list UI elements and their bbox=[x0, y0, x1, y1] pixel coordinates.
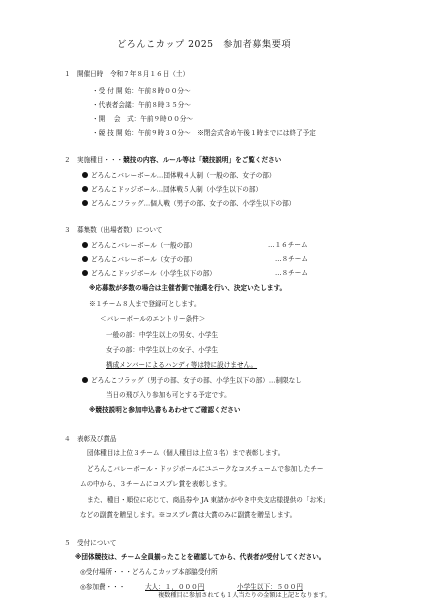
event-dodgeball-text: どろんこドッジボール…団体戦５人制（小学生以下の部） bbox=[91, 185, 263, 194]
flag-quota-text: どろんこフラッグ（男子の部、女子の部、小学生以下の部）…制限なし bbox=[91, 376, 302, 385]
team-quota-name: どろんこバレーボール（女子の部） bbox=[91, 255, 197, 264]
fee-note: 複数種目に参加されても１人当たりの金額は上記となります。 bbox=[158, 592, 331, 599]
bullet-icon bbox=[82, 186, 88, 192]
team-quota-name: どろんこバレーボール（一般の部） bbox=[91, 241, 197, 250]
event-flag bbox=[82, 200, 295, 207]
entry-conditions-title: ＜バレーボールのエントリー条件＞ bbox=[100, 315, 206, 323]
schedule-competition-start: ・競 技 開 始：午前９時３０分～ ※閉会式含め午後１時までには終了予定 bbox=[92, 129, 316, 137]
team-size-note: ※１チーム８人まで登録可とします。 bbox=[89, 300, 201, 308]
awards-line: どろんこバレーボール・ドッジボールにユニークなコスチュームで参加したチー bbox=[87, 465, 324, 473]
section-2-heading bbox=[77, 157, 281, 164]
confirm-documents-notice: ※競技説明と参加申込書もあわせてご確認ください bbox=[89, 406, 241, 414]
schedule-leaders-meeting: ・代表者会議：午前８時３５分～ bbox=[92, 101, 191, 109]
section-5-heading: 受付について bbox=[77, 539, 117, 547]
team-quota-volleyball-women bbox=[82, 256, 196, 263]
event-volleyball bbox=[82, 172, 276, 179]
team-quota-dodgeball bbox=[82, 270, 216, 277]
section-5-number: ５ bbox=[64, 539, 71, 547]
entry-condition-general: 一般の部：中学生以上の男女、小学生 bbox=[106, 331, 219, 339]
section-4-heading: 表彰及び賞品 bbox=[77, 435, 117, 443]
fee-adult: 大人：１，０００円 bbox=[145, 583, 205, 591]
section-2-number: ２ bbox=[64, 156, 71, 164]
awards-line: 団体種目は上位３チーム（個人種目は上位３名）まで表彰します。 bbox=[87, 449, 285, 457]
schedule-reception: ・受 付 開 始：午前８時００分～ bbox=[92, 87, 191, 95]
schedule-opening-ceremony: ・開 会 式：午前９時００分～ bbox=[92, 115, 194, 123]
bullet-icon bbox=[82, 172, 88, 178]
team-quota-count: …８チーム bbox=[275, 269, 308, 277]
section-4-number: ４ bbox=[64, 435, 71, 443]
section-2-rules-notice: 競技の内容、ルール等は「競技説明」をご覧ください bbox=[123, 156, 282, 164]
flag-walk-in-note: 当日の飛び入り参加も可とする予定です。 bbox=[106, 391, 231, 399]
fee-label: ◎参加費・・・ bbox=[80, 583, 126, 591]
event-volleyball-text: どろんこバレーボール…団体戦４人制（一般の部、女子の部） bbox=[91, 171, 276, 180]
reception-place: ◎受付場所・・・どろんこカップ本部脇受付所 bbox=[80, 568, 218, 576]
team-quota-volleyball-general bbox=[82, 242, 196, 249]
event-dodgeball bbox=[82, 186, 262, 193]
bullet-icon bbox=[82, 200, 88, 206]
section-2-label: 実施種目・・・ bbox=[77, 156, 124, 164]
section-3-heading: 募集数（出場者数）について bbox=[77, 226, 163, 234]
section-3-number: ３ bbox=[64, 226, 71, 234]
page-title: どろんこカップ 2025 参加者募集要項 bbox=[117, 39, 292, 50]
team-quota-name: どろんこドッジボール（小学生以下の部） bbox=[91, 269, 216, 278]
bullet-icon bbox=[82, 270, 88, 276]
section-1-heading: 開催日時 令和７年８月１６日（土） bbox=[77, 70, 190, 78]
fee-child: 小学生以下：５００円 bbox=[237, 583, 303, 591]
event-flag-text: どろんこフラッグ…個人戦（男子の部、女子の部、小学生以下の部） bbox=[91, 199, 296, 208]
entry-condition-women: 女子の部：中学生以上の女子、小学生 bbox=[106, 346, 219, 354]
bullet-icon bbox=[82, 242, 88, 248]
awards-line: などの副賞を贈呈します。※コスプレ賞は大賞のみに副賞を贈呈します。 bbox=[80, 511, 297, 519]
section-1-number: １ bbox=[64, 70, 71, 78]
flag-quota bbox=[82, 377, 302, 384]
entry-condition-handicap: 構成メンバーによるハンディ等は特に設けません。 bbox=[106, 361, 258, 369]
bullet-icon bbox=[82, 377, 88, 383]
lottery-notice: ※応募数が多数の場合は主催者側で抽選を行い、決定いたします。 bbox=[89, 284, 287, 292]
team-quota-count: …１６チーム bbox=[268, 241, 308, 249]
team-quota-count: …８チーム bbox=[275, 255, 308, 263]
bullet-icon bbox=[82, 256, 88, 262]
awards-line: ムの中から、３チームにコスプレ賞を表彰します。 bbox=[80, 480, 231, 488]
team-reception-notice: ※団体競技は、チーム全員揃ったことを確認してから、代表者が受付してください。 bbox=[75, 553, 326, 561]
awards-line: また、種目・順位に応じて、商品券や JA 東諸かがやき中央支店様提供の「お米」 bbox=[87, 496, 330, 504]
